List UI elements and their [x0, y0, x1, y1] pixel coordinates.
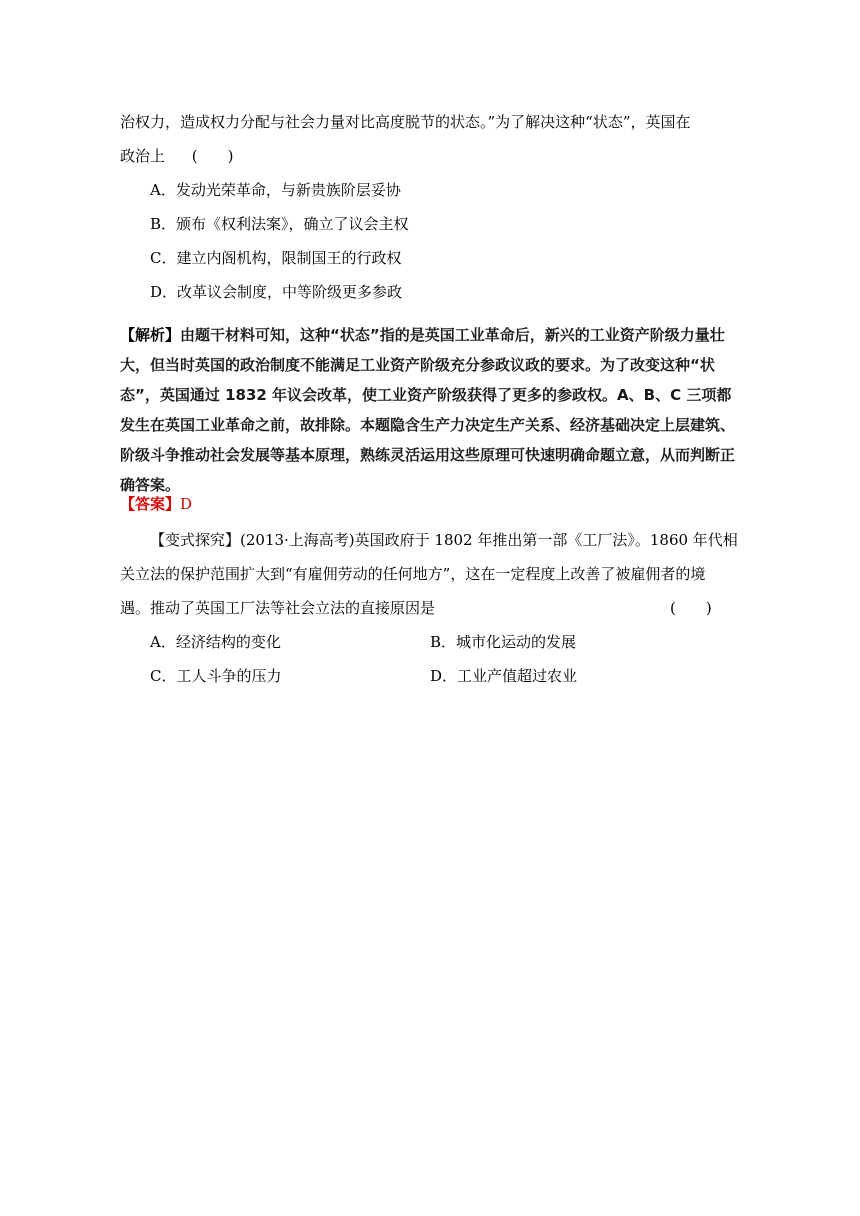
question2-stem-line1: 【变式探究】(2013·上海高考)英国政府于 1802 年推出第一部《工厂法》。1860 年代相	[150, 531, 738, 549]
question1-option-a: A．发动光荣革命，与新贵族阶层妥协	[150, 181, 401, 199]
question2-option-a: A．经济结构的变化	[150, 633, 281, 651]
question2-answer-blank: ( )	[670, 599, 712, 617]
question1-stem-line2	[120, 146, 234, 166]
question1-stem-text: 政治上	[120, 147, 166, 165]
answer-tag: 【答案】	[120, 495, 181, 513]
question1-option-d: D．改革议会制度，中等阶级更多参政	[150, 283, 403, 301]
question2-stem-text: 遇。推动了英国工厂法等社会立法的直接原因是	[120, 599, 436, 617]
question2-stem-line2: 关立法的保护范围扩大到“有雇佣劳动的任何地方”，这在一定程度上改善了被雇佣者的境	[120, 565, 706, 583]
answer-value: D	[180, 495, 193, 513]
question1-answer-blank: ( )	[191, 147, 234, 165]
analysis-text: 由题干材料可知，这种“状态”指的是英国工业革命后，新兴的工业资产阶级力量壮大，但当时英国的政治制度不能满足工业资产阶级充分参政议政的要求。为了改变这种“状态”，英国通过 1832 年议会改革，使工业资产阶级获得了更多的参政权。A、B、C 三项都发生在英国工业革命之前，故排除。本题隐含生产力决定生产关系、经济基础决定上层建筑、阶级斗争推动社会发展等基本原理，熟练灵活运用这些原理可快速明确命题立意，从而判断正确答案。	[120, 326, 736, 494]
analysis-tag: 【解析】	[120, 326, 181, 344]
question2-option-c: C．工人斗争的压力	[150, 667, 282, 685]
answer-line	[120, 494, 192, 514]
question2-options-row1	[150, 632, 750, 652]
question1-stem-line1: 治权力，造成权力分配与社会力量对比高度脱节的状态。”为了解决这种“状态”，英国在	[120, 113, 691, 131]
question1-option-b: B．颁布《权利法案》，确立了议会主权	[150, 215, 409, 233]
question2-option-b: B．城市化运动的发展	[430, 633, 577, 651]
question2-options-row2	[150, 666, 750, 686]
question2-stem-line3	[120, 598, 720, 618]
question1-option-c: C．建立内阁机构，限制国王的行政权	[150, 249, 402, 267]
analysis-block	[120, 320, 740, 500]
question2-option-d: D．工业产值超过农业	[430, 667, 578, 685]
